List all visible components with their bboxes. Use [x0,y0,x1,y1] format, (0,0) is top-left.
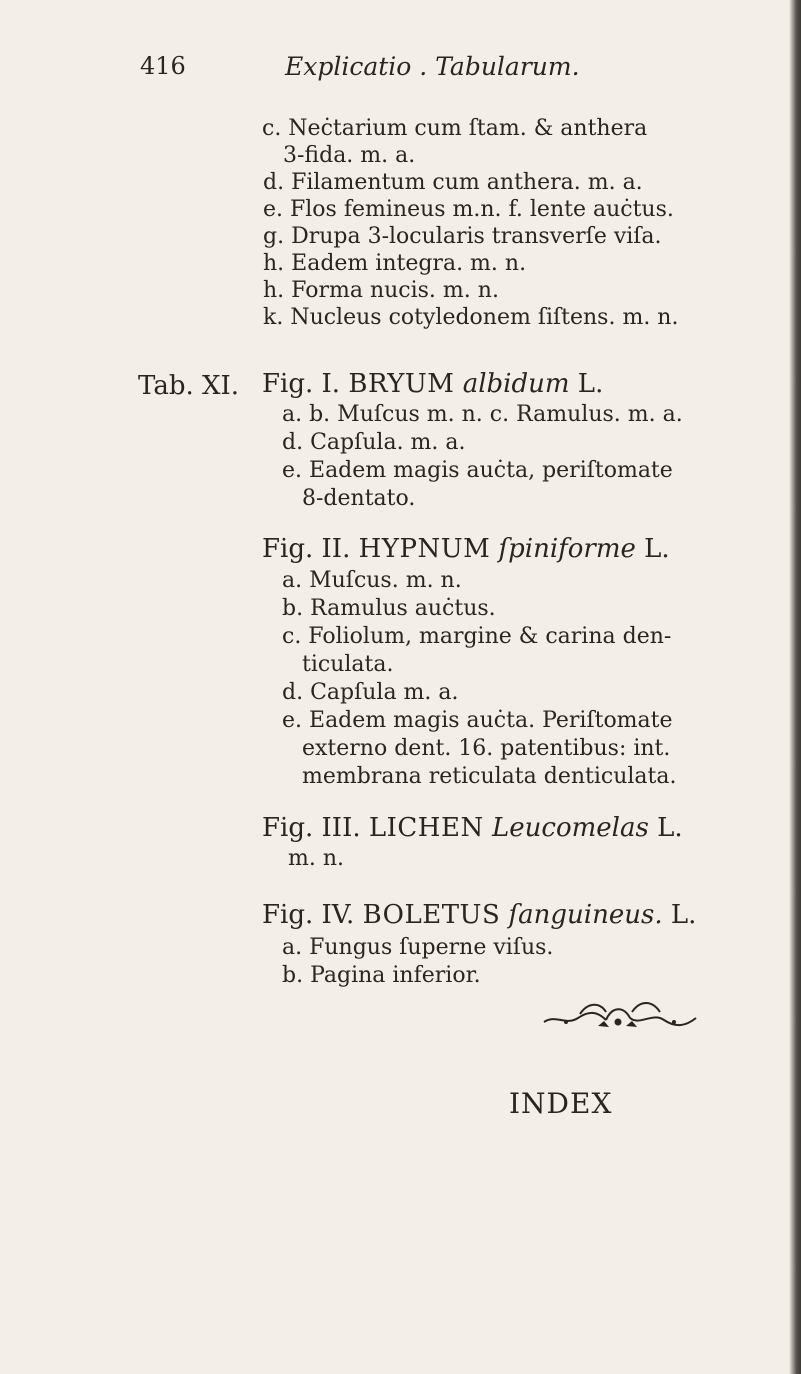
entry-line: a. Muſcus. m. n. [282,568,462,593]
figure-number: Fig. I. [262,369,341,399]
genus-name: HYPNUM [358,534,491,564]
figure-number: Fig. II. [262,534,351,564]
entry-line: g. Drupa 3-locularis transverſe viſa. [263,224,662,249]
entry-line: c. Neċtarium cum ſtam. & anthera [262,116,648,141]
figure-heading [262,371,603,397]
author-abbrev: L. [670,900,697,930]
entry-line: d. Capſula m. a. [282,680,459,705]
page-edge-shadow [789,0,801,1374]
entry-line: e. Flos femineus m.n. f. lente auċtus. [263,197,674,222]
figure-heading [262,815,683,841]
entry-line: h. Forma nucis. m. n. [263,278,499,303]
entry-line: a. Fungus ſuperne viſus. [282,935,554,960]
figure-number: Fig. III. [262,813,361,843]
entry-line: m. n. [288,846,345,871]
entry-line: membrana reticulata denticulata. [302,764,677,789]
entry-line: h. Eadem integra. m. n. [263,251,527,276]
entry-line: e. Eadem magis auċta. Periſtomate [282,708,673,733]
figure-heading [262,902,696,928]
printers-ornament-icon [540,992,700,1036]
species-name: albidum [462,369,570,399]
table-label: Tab. XI. [138,371,240,401]
species-name: ſpiniforme [498,534,636,564]
species-name: Leucomelas [491,813,649,843]
entry-line: d. Capſula. m. a. [282,430,466,455]
entry-line: externo dent. 16. patentibus: int. [302,736,671,761]
entry-line: b. Ramulus auċtus. [282,596,496,621]
entry-line: c. Foliolum, margine & carina den- [282,624,672,649]
running-title: Explicatio . Tabularum. [285,52,580,81]
entry-line: ticulata. [302,652,394,677]
entry-line: d. Filamentum cum anthera. m. a. [263,170,643,195]
entry-line: a. b. Muſcus m. n. c. Ramulus. m. a. [282,402,683,427]
figure-number: Fig. IV. [262,900,355,930]
entry-line: k. Nucleus cotyledonem ſiſtens. m. n. [263,305,679,330]
entry-line: 3-fida. m. a. [283,143,416,168]
catchword: INDEX [509,1087,613,1120]
figure-heading [262,536,670,562]
species-name: ſanguineus. [508,900,663,930]
author-abbrev: L. [657,813,683,843]
entry-line: e. Eadem magis auċta, periſtomate [282,458,673,483]
author-abbrev: L. [644,534,670,564]
page-header [0,52,801,92]
genus-name: BRYUM [348,369,455,399]
author-abbrev: L. [577,369,604,399]
genus-name: LICHEN [368,813,484,843]
entry-line: 8-dentato. [302,486,416,511]
genus-name: BOLETUS [362,900,501,930]
entry-line: b. Pagina inferior. [282,963,481,988]
page-number: 416 [140,52,186,80]
